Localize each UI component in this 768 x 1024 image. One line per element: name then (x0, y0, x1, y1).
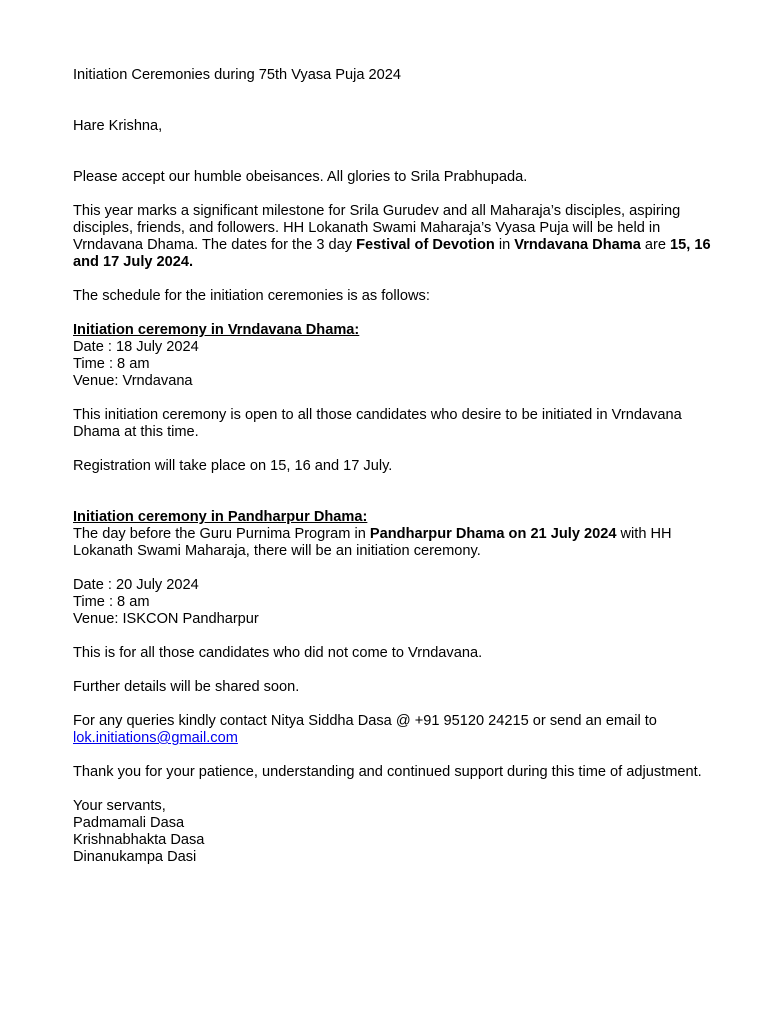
signatory: Krishnabhakta Dasa (73, 832, 205, 848)
signatory: Padmamali Dasa (73, 815, 185, 831)
pandharpur-time: Time : 8 am (73, 594, 150, 610)
document-title: Initiation Ceremonies during 75th Vyasa Puja 2024 (73, 67, 402, 83)
signoff: Your servants, (73, 798, 166, 814)
document-page (73, 67, 713, 866)
intro-text: are (640, 237, 671, 253)
intro-paragraph (73, 203, 713, 271)
intro-text: This year marks a significant milestone for Srila Gurudev and all Maharaja’s disciples, aspiring disciples, friends, and followers. HH Lokanath Swami Maharaja’s Vyasa Puja will be held in Vrndavana Dhama. The dates for the 3 day (73, 203, 681, 253)
contact-email-line (73, 730, 713, 747)
vrndavana-description: This initiation ceremony is open to all those candidates who desire to be initiated in Vrndavana Dhama at this time. (73, 407, 682, 440)
vrndavana-heading: Initiation ceremony in Vrndavana Dhama: (73, 322, 360, 338)
vrndavana-registration: Registration will take place on 15, 16 and 17 July. (73, 458, 393, 474)
pandharpur-date: Date : 20 July 2024 (73, 577, 199, 593)
pandharpur-heading: Initiation ceremony in Pandharpur Dhama: (73, 509, 368, 525)
vrndavana-date: Date : 18 July 2024 (73, 339, 199, 355)
pandharpur-program-date: Pandharpur Dhama on 21 July 2024 (369, 526, 617, 542)
obeisances-paragraph: Please accept our humble obeisances. All glories to Srila Prabhupada. (73, 169, 528, 185)
further-details: Further details will be shared soon. (73, 679, 300, 695)
intro-text: in (494, 237, 515, 253)
pandharpur-intro (73, 526, 713, 560)
thanks-paragraph: Thank you for your patience, understanding and continued support during this time of adjustment. (73, 764, 702, 780)
contact-text: For any queries kindly contact Nitya Siddha Dasa @ +91 95120 24215 or send an email to (73, 713, 657, 729)
pandharpur-intro-text: The day before the Guru Purnima Program in (73, 526, 370, 542)
pandharpur-venue: Venue: ISKCON Pandharpur (73, 611, 259, 627)
festival-dates: 15, 16 and 17 July 2024. (73, 237, 711, 270)
vrndavana-time: Time : 8 am (73, 356, 150, 372)
schedule-intro: The schedule for the initiation ceremonies is as follows: (73, 288, 430, 304)
festival-location: Vrndavana Dhama (514, 237, 641, 253)
pandharpur-description: This is for all those candidates who did not come to Vrndavana. (73, 645, 483, 661)
email-link[interactable]: lok.initiations@gmail.com (73, 730, 238, 746)
festival-name: Festival of Devotion (356, 237, 495, 253)
greeting: Hare Krishna, (73, 118, 163, 134)
signatory: Dinanukampa Dasi (73, 849, 197, 865)
pandharpur-intro-text: with HH Lokanath Swami Maharaja, there will be an initiation ceremony. (73, 526, 672, 559)
vrndavana-venue: Venue: Vrndavana (73, 373, 193, 389)
